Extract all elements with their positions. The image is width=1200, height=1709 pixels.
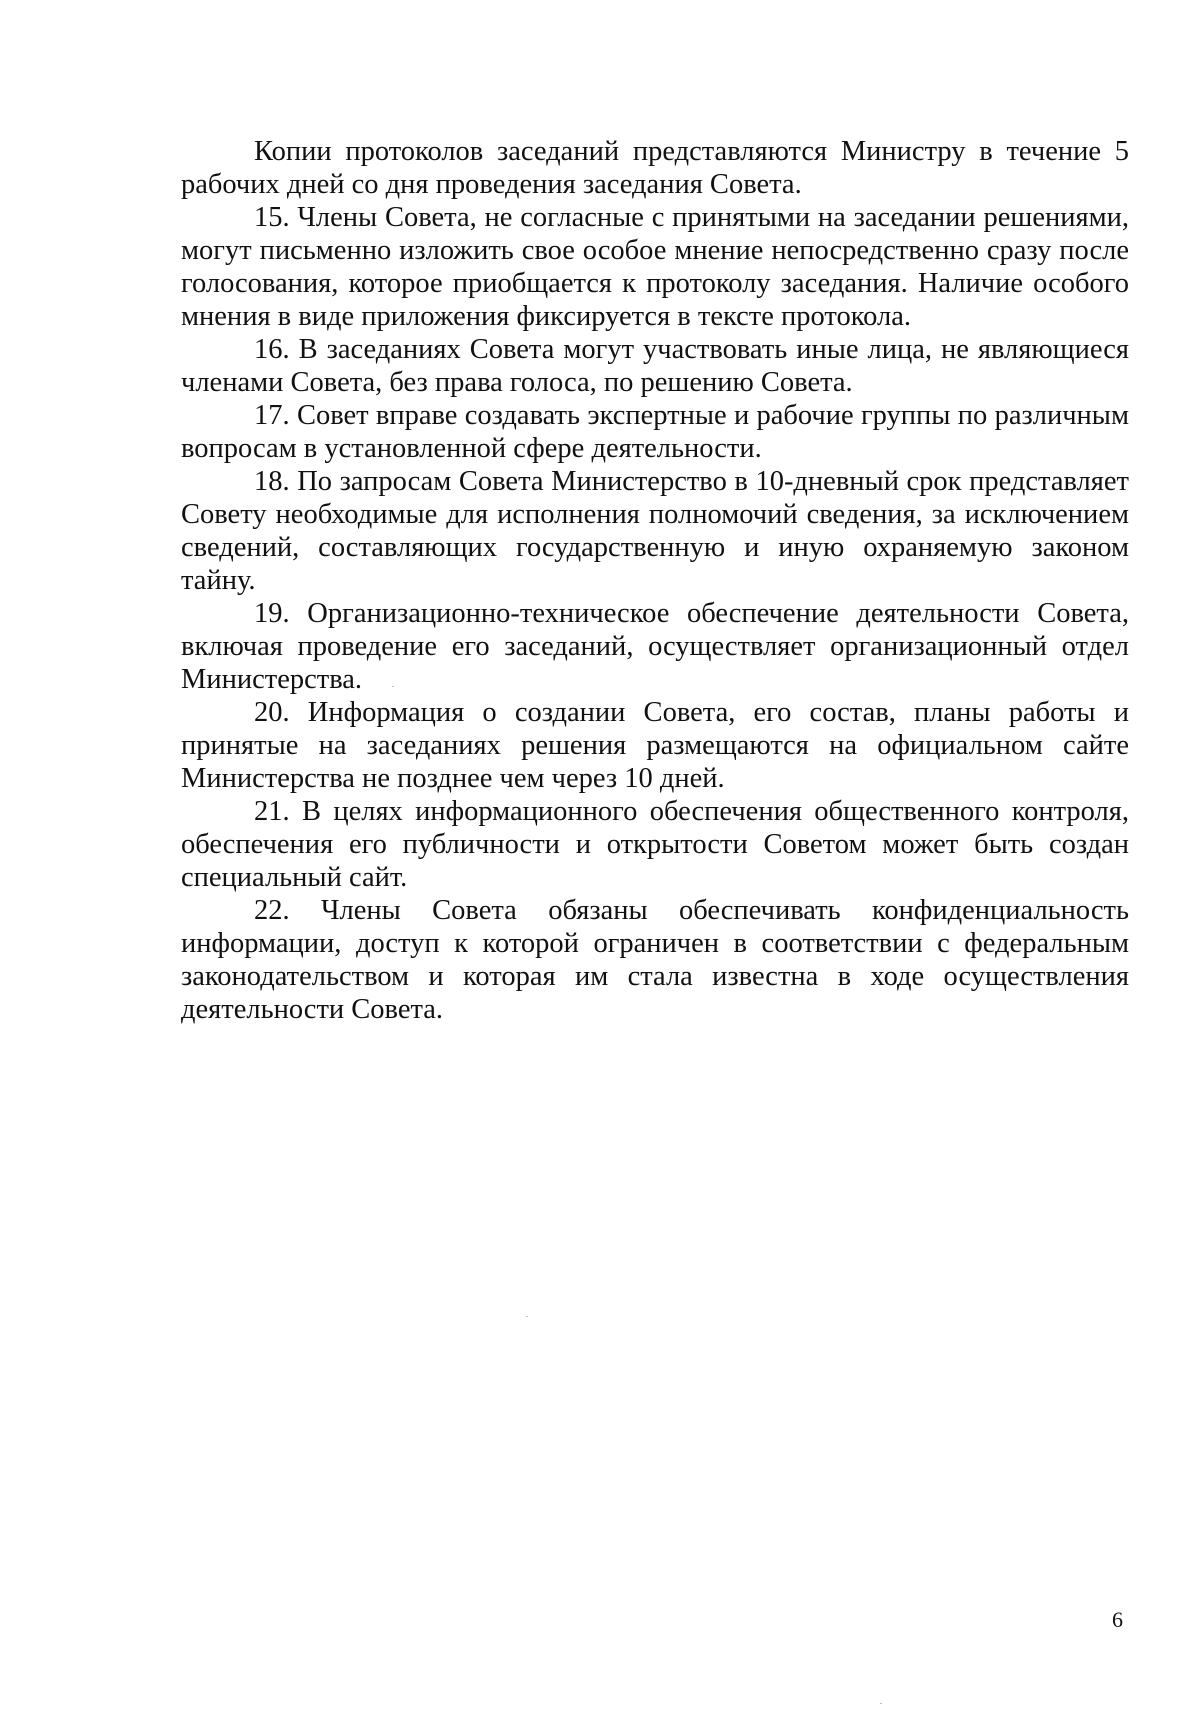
paragraph-16: 16. В заседаниях Совета могут участвовать иные лица, не являющиеся членами Совета, без права голоса, по решению Совета. [181, 334, 1129, 398]
scan-speck [880, 1703, 882, 1704]
scan-speck [526, 1316, 528, 1317]
paragraph-21: 21. В целях информационного обеспечения общественного контроля, обеспечения его публичности и открытости Советом может быть создан специальный сайт. [181, 796, 1129, 893]
paragraph-18: 18. По запросам Совета Министерство в 10-дневный срок представляет Совету необходимые для исполнения полномочий сведения, за исключением сведений, составляющих государственную и иную охраняемую законом тайну. [181, 466, 1129, 596]
page-number: 6 [1112, 1607, 1123, 1632]
document-body [181, 135, 1129, 1026]
scan-speck [392, 686, 394, 687]
paragraph-22: 22. Члены Совета обязаны обеспечивать конфиденциальность информации, доступ к которой ограничен в соответствии с федеральным законодательством и которая им стала известна в ходе осуществления деятельности Совета. [181, 895, 1129, 1025]
paragraph-20: 20. Информация о создании Совета, его состав, планы работы и принятые на заседаниях решения размещаются на официальном сайте Министерства не позднее чем через 10 дней. [181, 697, 1129, 794]
paragraph-17: 17. Совет вправе создавать экспертные и рабочие группы по различным вопросам в установленной сфере деятельности. [181, 400, 1129, 464]
paragraph-protocol-copies: Копии протоколов заседаний представляются Министру в течение 5 рабочих дней со дня проведения заседания Совета. [181, 136, 1129, 200]
paragraph-19: 19. Организационно-техническое обеспечение деятельности Совета, включая проведение его заседаний, осуществляет организационный отдел Министерства. [181, 598, 1129, 695]
paragraph-15: 15. Члены Совета, не согласные с принятыми на заседании решениями, могут письменно изложить свое особое мнение непосредственно сразу после голосования, которое приобщается к протоколу заседания. Наличие особого мнения в виде приложения фиксируется в тексте протокола. [181, 202, 1129, 332]
